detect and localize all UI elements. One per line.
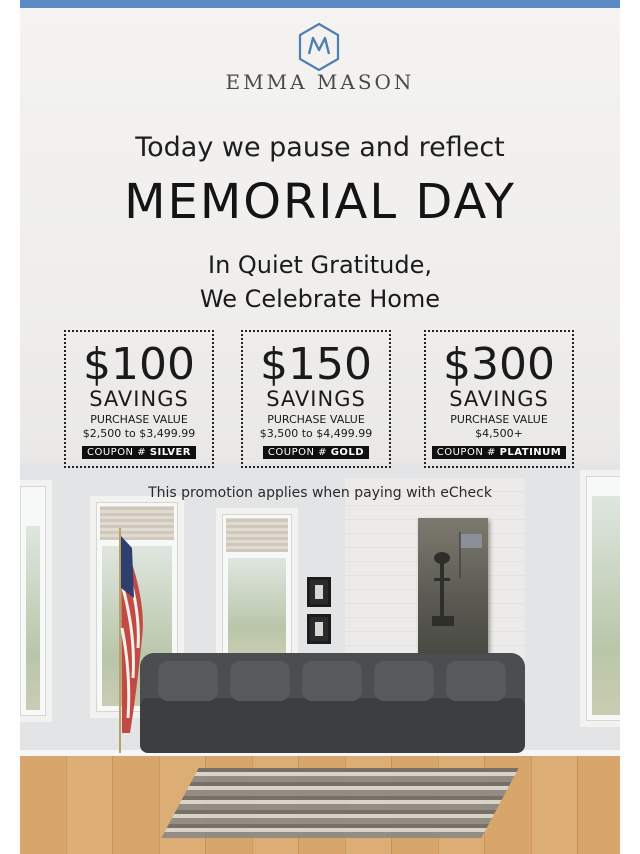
window-right [580,470,620,727]
striped-rug [161,768,518,838]
coupon-code-badge: COUPON # PLATINUM [432,446,566,459]
coupon-savings-label: SAVINGS [449,387,549,411]
top-accent-bar [20,0,620,8]
coupon-purchase-label: PURCHASE VALUE [450,413,548,426]
hexagon-m-logo-icon [297,22,341,72]
coupon-purchase-label: PURCHASE VALUE [90,413,188,426]
coupon-amount: $100 [83,339,195,390]
tagline-line-1: In Quiet Gratitude, [208,251,432,279]
tagline-line-2: We Celebrate Home [199,285,441,313]
coupon-card-silver[interactable] [64,330,214,468]
coupon-savings-label: SAVINGS [266,387,366,411]
coupon-purchase-range: $3,500 to $4,499.99 [259,427,373,440]
coupon-code-badge: COUPON # GOLD [263,446,369,459]
wall-picture-top [307,577,331,607]
coupon-amount: $150 [260,339,372,390]
coupon-purchase-range: $2,500 to $3,499.99 [82,427,196,440]
brand-name: EMMA MASON [225,70,415,94]
hero-subtitle: Today we pause and reflect [135,132,505,163]
email-banner [20,8,620,854]
coupon-card-platinum[interactable] [424,330,574,468]
coupon-amount: $300 [443,339,555,390]
hero-tagline [20,248,620,316]
soldier-memorial-canvas [418,518,488,653]
window-left-edge [20,480,52,722]
coupon-purchase-range: $4,500+ [475,427,523,440]
hero-headline: MEMORIAL DAY [124,174,516,230]
coupon-card-gold[interactable] [241,330,391,468]
coupon-purchase-label: PURCHASE VALUE [267,413,365,426]
coupon-savings-label: SAVINGS [89,387,189,411]
promotion-note: This promotion applies when paying with eCheck [148,485,492,501]
wall-picture-bottom [307,614,331,644]
sectional-sofa [140,653,525,763]
coupon-code-badge: COUPON # SILVER [82,446,196,459]
window-center [216,508,298,670]
